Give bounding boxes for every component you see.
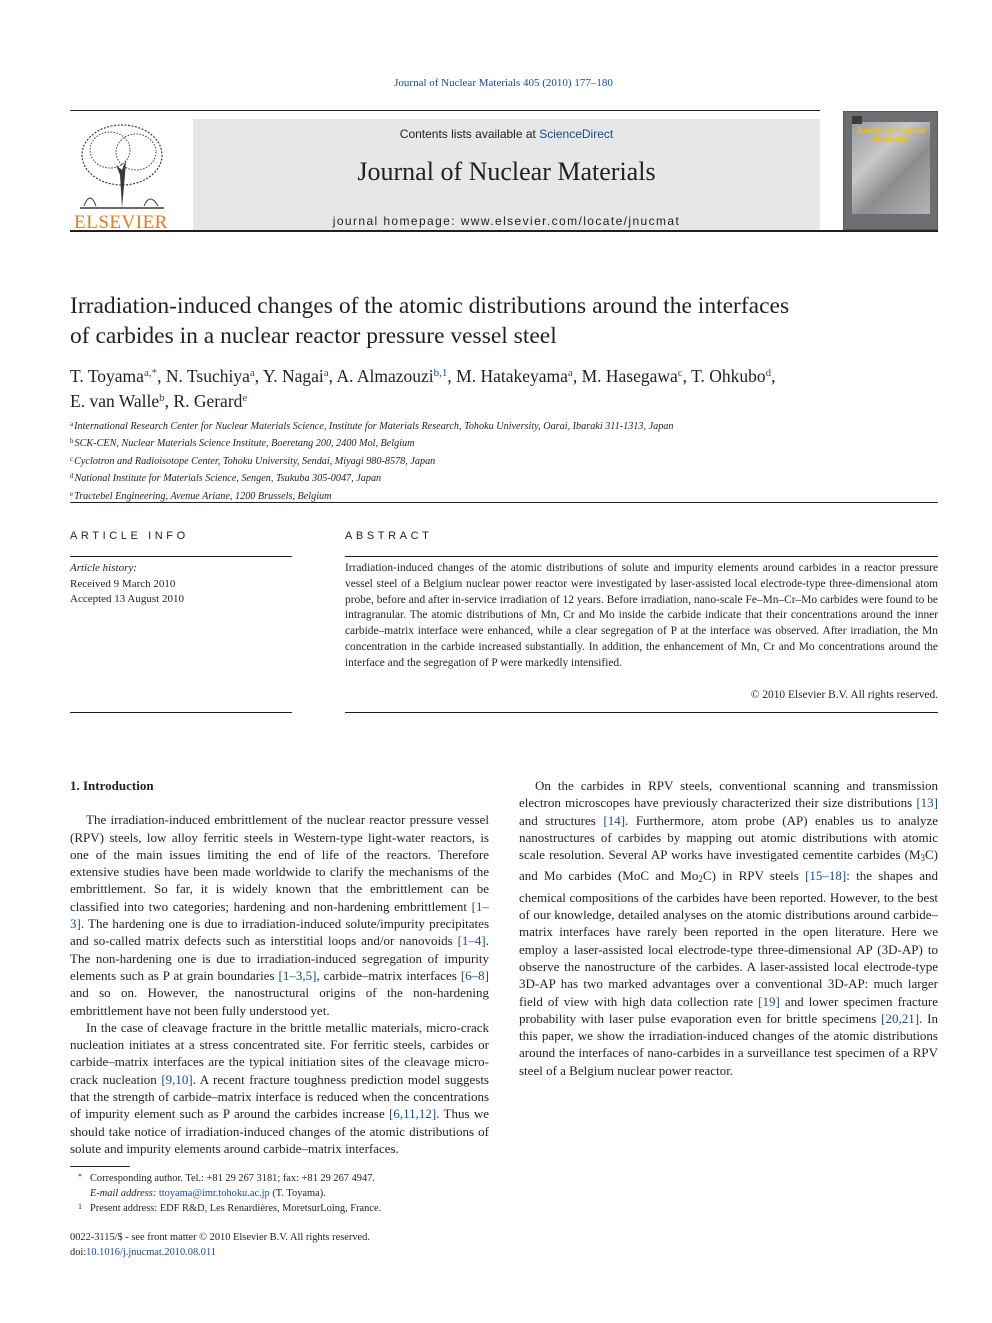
author-separator: , [771,366,776,386]
body-column-right [519,777,938,1079]
history-label: Article history: [70,562,137,574]
affiliation [70,434,938,451]
body-text: . Thus we should take notice of irradiation-induced changes of the atomic distributions of solute and impurity elements around carbide–matrix interfaces. [70,1106,489,1156]
affiliation-list [70,417,938,504]
author: R. Gerard [173,391,243,411]
doi-label: doi: [70,1246,87,1258]
author: T. Ohkubo [691,366,766,386]
author: A. Almazouzi [336,366,434,386]
affiliation-text: SCK-CEN, Nuclear Materials Science Institute, Boeretang 200, 2400 Mol, Belgium [74,438,415,450]
author-separator: , [164,391,174,411]
abstract-copyright: © 2010 Elsevier B.V. All rights reserved. [750,689,938,701]
journal-reference[interactable]: Journal of Nuclear Materials 405 (2010) 177–180 [394,77,613,89]
intro-paragraph-2 [70,1019,489,1157]
affiliation-mark: c [70,454,74,463]
citation-link[interactable]: [1–3] [70,898,489,932]
citation-link[interactable]: [15–18] [805,868,847,884]
body-text: In the case of cleavage fracture in the brittle metallic materials, micro-crack nucleation initiates at a stress concentrated site. For ferritic steels, carbides or carbide–matrix interfaces are the typical initiation sites of the cleavage micro-crack nucleation [70,1019,489,1087]
affiliation-text: Tractebel Engineering, Avenue Ariane, 1200 Brussels, Belgium [74,490,332,502]
intro-paragraph-1 [70,811,489,1019]
journal-title: Journal of Nuclear Materials [357,157,656,186]
affiliation [70,452,938,469]
intro-paragraph-3 [519,777,938,1079]
subscript: 2 [698,874,703,885]
citation-link[interactable]: [1–4] [457,933,486,949]
journal-masthead [193,119,820,230]
citation-link[interactable]: [20,21] [881,1010,920,1026]
cover-publisher-icon [852,116,862,124]
contents-prefix: Contents lists available at [399,127,540,141]
masthead-top-rule [70,110,820,111]
article-info-rule [70,556,292,557]
section-heading-introduction: 1. Introduction [70,778,154,793]
affiliation-text: International Research Center for Nuclear Materials Science, Institute for Materials Research, Tohoku University, Oarai, Ibaraki 311-1313, Japan [74,421,674,432]
body-text: The irradiation-induced embrittlement of the nuclear reactor pressure vessel (RPV) steels, low alloy ferritic steels in Western-type light-water reactors, is one of the main issues limiting the end of life of the reactors. Therefore extensive studies have been made worldwide to clarify the mechanisms of the embrittlement. So far, it is widely known that the embrittlement can be classified into two categories; hardening and non-hardening embrittlement [70,812,489,914]
masthead-bottom-rule [70,230,938,232]
email-note [70,1186,489,1201]
body-text: On the carbides in RPV steels, conventional scanning and transmission electron microscopes have previously characterized their size distributions [519,778,938,811]
author-separator: , [254,366,263,386]
email-suffix: (T. Toyama). [269,1188,326,1199]
footnote-text: Present address: EDF R&D, Les Renardières, MoretsurLoing, France. [90,1203,382,1214]
author-affiliation-mark[interactable]: a [323,367,329,379]
body-column-left [70,777,489,1157]
body-text: . The non-hardening one is due to irradiation-induced segregation of impurity elements such as P at grain boundaries [70,933,489,983]
author-affiliation-mark[interactable]: c [677,367,683,379]
contents-availability [193,127,820,141]
issn-line: 0022-3115/$ - see front matter © 2010 Elsevier B.V. All rights reserved. [70,1232,370,1243]
body-text: , carbide–matrix interfaces [316,967,461,983]
article-info-bottom-rule [70,712,292,713]
author-separator: , [682,366,692,386]
email-label: E-mail address: [90,1188,159,1199]
abstract-heading: ABSTRACT [345,530,433,542]
footnote-mark: 1 [78,1202,82,1211]
author-separator: , [447,366,457,386]
corresponding-author-note [70,1171,489,1186]
footnote-text: Corresponding author. Tel.: +81 29 267 3181; fax: +81 29 267 4947. [90,1173,375,1184]
journal-homepage [193,214,820,228]
author-affiliation-mark[interactable]: b [159,392,165,404]
citation-link[interactable]: [6–8] [460,967,489,983]
body-text: and so on. However, the nanostructural origins of the non-hardening embrittlement have not been fully understood yet. [70,985,489,1018]
author-affiliation-mark[interactable]: e [242,392,248,404]
author: E. van Walle [70,391,160,411]
citation-link[interactable]: [14] [603,812,626,828]
citation-link[interactable]: [9,10] [161,1071,193,1087]
article-title [70,291,930,351]
author: N. Tsuchiya [165,366,250,386]
author: M. Hatakeyama [456,366,568,386]
affiliation-text: Cyclotron and Radioisotope Center, Tohoku University, Sendai, Miyagi 980-8578, Japan [74,455,436,467]
citation-link[interactable]: [13] [916,795,938,811]
author-separator: , [572,366,582,386]
author-affiliation-mark[interactable]: b,1 [433,367,448,379]
body-text: C) and Mo carbides (MoC and Mo [519,847,938,884]
abstract-rule [345,556,938,557]
footnotes [70,1171,489,1216]
page-footer [70,1231,489,1260]
header-divider [70,502,938,503]
affiliation [70,469,938,486]
footnote-mark: * [78,1172,82,1181]
citation-link[interactable]: [19] [758,993,780,1009]
body-text: and lower specimen fracture probability with laser pulse evaporation even for brittle specimens [519,993,938,1026]
title-line-2: of carbides in a nuclear reactor pressure vessel steel [70,323,557,349]
author: Y. Nagai [262,366,324,386]
author-affiliation-mark[interactable]: a,* [143,367,158,379]
present-address-note [70,1201,489,1216]
citation-link[interactable]: [6,11,12] [389,1106,437,1122]
abstract-bottom-rule [345,712,938,713]
author-separator: , [328,366,337,386]
affiliation-text: National Institute for Materials Science, Sengen, Tsukuba 305-0047, Japan [74,473,382,485]
body-text: . A recent fracture toughness prediction model suggests that the strength of carbide–matrix interface is reduced when the concentrations of impurity element such as P around the carbides increase [70,1071,489,1122]
author: M. Hasegawa [581,366,678,386]
body-text: . Furthermore, atom probe (AP) enables us to analyze nanostructures of carbides by mapping out atomic distributions with atomic scale resolution. Several AP works have investigated cementite carbides (M [519,812,938,863]
author-affiliation-mark[interactable]: a [567,367,573,379]
cover-title: Journal of Nuclear Materials [855,126,927,144]
received-date: Received 9 March 2010 [70,577,176,590]
abstract-text: Irradiation-induced changes of the atomic distributions of solute and impurity elements around carbides in a reactor pressure vessel steel of a Belgium nuclear power reactor were investigated by laser-assisted local electrode-type three-dimensional atom probe, before and after in-service irradiation of 12 years. Before irradiation, nano-scale Fe–Mn–Cr–Mo carbides were found to be intragranular. The atomic distributions of Mn, Cr and Mo inside the carbide indicate that their concentrations around the inner carbide–matrix interface were enhanced, while a clear segregation of P at the interface was observed. After irradiation, the Mn concentration in the carbide increased substantially. In addition, the enhancement of Mn, Cr and Mo concentrations around the interface and the segregation of P were markedly intensified. [345,562,938,669]
body-text: and structures [519,812,604,828]
author-list [70,362,938,412]
title-line-1: Irradiation-induced changes of the atomic distributions around the interfaces [70,293,790,319]
affiliation-mark: a [70,420,74,428]
citation-link[interactable]: [1–3,5] [278,967,317,983]
body-text: . In this paper, we show the irradiation-induced changes of the atomic distributions around the interfaces of nano-carbides in a surveillance test specimen of a RPV steel of a Belgium nuclear power reactor. [519,1010,938,1078]
homepage-label: journal homepage: [332,214,461,228]
homepage-url[interactable]: www.elsevier.com/locate/jnucmat [460,214,681,228]
email-link[interactable]: ttoyama@imr.tohoku.ac.jp [158,1188,270,1199]
author: T. Toyama [70,366,144,386]
affiliation [70,417,938,434]
author-affiliation-mark[interactable]: a [249,367,255,379]
affiliation-mark: d [70,472,74,481]
article-history [70,561,292,608]
author-separator: , [157,366,166,386]
subscript: 3 [920,853,925,864]
doi-link[interactable]: 10.1016/j.jnucmat.2010.08.011 [86,1246,216,1258]
affiliation-mark: b [70,437,74,446]
affiliation-mark: e [70,489,74,498]
footnote-rule [70,1166,130,1167]
body-text: : the shapes and chemical compositions of the carbides have been reported. However, to the best of our knowledge, detailed analyses on the atomic distributions around carbide–matrix interfaces have rarely been reported in the open literature. Here we employ a laser-assisted local electrode-type three-dimensional AP (3D-AP) to observe the nanostructure of the carbides. A laser-assisted local electrode-type 3D-AP has two marked advantages over a conventional 3D-AP: much larger field of view with high data collection rate [519,868,939,1009]
author-affiliation-mark[interactable]: d [765,367,772,379]
accepted-date: Accepted 13 August 2010 [70,593,184,605]
doi-line [70,1246,489,1261]
sciencedirect-link[interactable]: ScienceDirect [539,127,614,141]
article-info-heading: ARTICLE INFO [70,530,189,542]
elsevier-wordmark: ELSEVIER [74,212,168,233]
body-text: C) in RPV steels [702,868,806,884]
body-text: . The hardening one is due to irradiation-induced solute/impurity precipitates and so-called matrix defects such as interstitial loops and/or nanovoids [70,916,489,949]
journal-cover-thumbnail [843,111,938,230]
